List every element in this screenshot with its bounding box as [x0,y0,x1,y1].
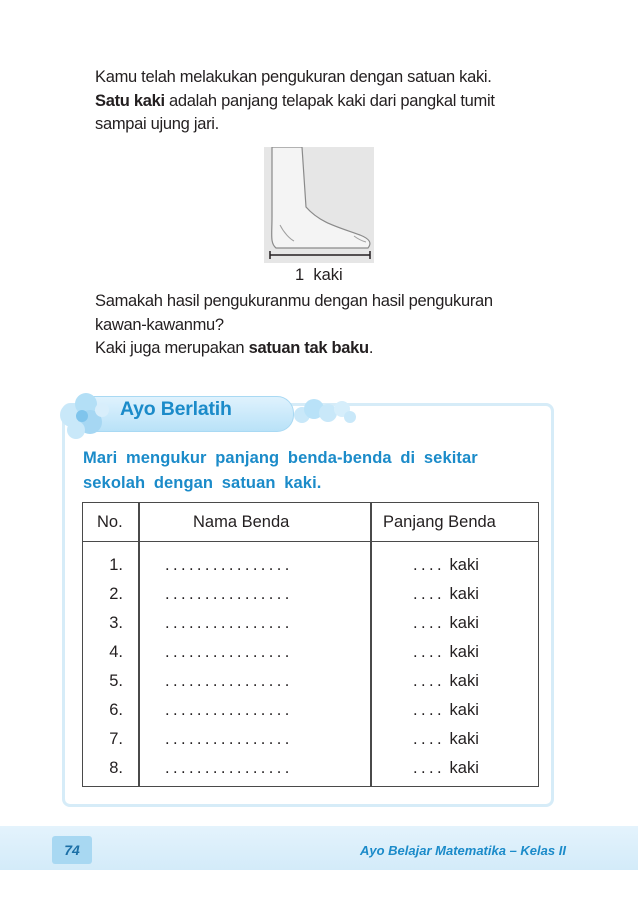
name-blank: ................ [165,556,293,574]
length-blank: .... [413,730,445,748]
table-row [83,556,538,585]
length-blank: .... [413,759,445,777]
outro-line-3 [95,337,565,361]
flower-icon [52,388,114,442]
length-blank: .... [413,556,445,574]
practice-instruction [83,446,543,496]
length-cell [413,585,479,604]
length-cell [413,759,479,778]
row-number: 8. [109,759,123,777]
row-number: 7. [109,730,123,748]
header-nama-benda: Nama Benda [193,513,290,531]
intro-paragraph [95,66,565,137]
name-blank: ................ [165,643,293,661]
row-number: 2. [109,585,123,603]
row-number: 5. [109,672,123,690]
outro-paragraph [95,290,565,361]
name-blank: ................ [165,672,293,690]
table-row [83,643,538,672]
table-row [83,730,538,759]
practice-title: Ayo Berlatih [120,398,232,420]
length-unit: kaki [449,730,479,748]
intro-line-2-rest: adalah panjang telapak kaki dari pangkal tumit [164,91,495,110]
book-title: Ayo Belajar Matematika – Kelas II [360,843,566,858]
name-blank: ................ [165,759,293,777]
table-header [83,503,538,542]
length-cell [413,643,479,662]
length-blank: .... [413,701,445,719]
length-cell [413,614,479,633]
header-panjang-benda: Panjang Benda [383,513,496,531]
row-number: 1. [109,556,123,574]
row-number: 3. [109,614,123,632]
table-row [83,672,538,701]
outro-line-3-start: Kaki juga merupakan [95,339,249,357]
length-unit: kaki [449,701,479,719]
name-blank: ................ [165,585,293,603]
length-cell [413,730,479,749]
length-cell [413,672,479,691]
outro-line-3-end: . [368,339,374,357]
row-number: 6. [109,701,123,719]
length-unit: kaki [449,672,479,690]
length-unit: kaki [449,643,479,661]
table-row [83,701,538,730]
foot-caption: 1 kaki [295,266,343,284]
table-row [83,585,538,614]
name-blank: ................ [165,614,293,632]
table-row [83,759,538,788]
name-blank: ................ [165,701,293,719]
length-blank: .... [413,672,445,690]
cloud-icon [290,393,360,433]
term-satuan-tak-baku: satuan tak baku [248,339,369,357]
table-row [83,614,538,643]
header-no: No. [97,513,123,531]
name-blank: ................ [165,730,293,748]
length-unit: kaki [449,585,479,603]
intro-line-1: Kamu telah melakukan pengukuran dengan satuan kaki. [95,68,492,86]
length-blank: .... [413,614,445,632]
length-unit: kaki [449,614,479,632]
intro-line-3: sampai ujung jari. [95,115,219,133]
length-unit: kaki [449,556,479,574]
outro-line-2: kawan-kawanmu? [95,315,224,334]
length-unit: kaki [449,759,479,777]
term-satu-kaki: Satu kaki [95,91,165,110]
length-blank: .... [413,585,445,603]
instruction-line-2: sekolah dengan satuan kaki. [83,474,322,492]
page-number: 74 [52,836,92,864]
measurement-table [82,502,539,787]
row-number: 4. [109,643,123,661]
length-cell [413,556,479,575]
intro-line-2 [95,90,565,114]
foot-illustration [250,147,380,287]
length-cell [413,701,479,720]
length-blank: .... [413,643,445,661]
outro-line-1: Samakah hasil pengukuranmu dengan hasil pengukuran [95,292,493,310]
instruction-line-1: Mari mengukur panjang benda-benda di sekitar [83,449,478,467]
